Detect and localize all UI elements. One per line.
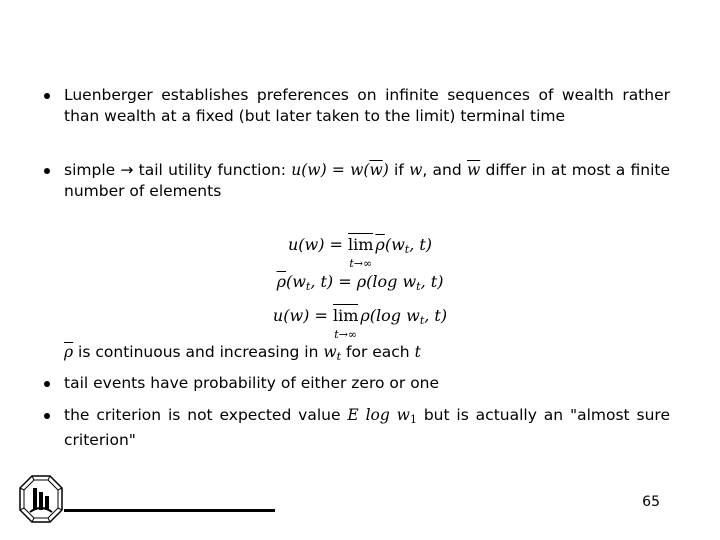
- eq-sub: t: [404, 243, 410, 256]
- bullet-dot: [44, 381, 50, 387]
- eq-end: , t): [409, 235, 433, 254]
- equation-2: [0, 272, 720, 297]
- math-t: t: [414, 343, 421, 361]
- bullet-luenberger: [64, 85, 670, 127]
- math-u-w: $u(w) = w(\overline{w})$: [291, 161, 389, 179]
- bullet-dot: [44, 168, 50, 174]
- eq-end: , t): [420, 272, 444, 291]
- eq-mid: (w: [285, 272, 306, 291]
- lim-word: lim: [332, 306, 359, 325]
- note-text: for each: [341, 343, 415, 361]
- bullet-tail-utility: [64, 160, 670, 202]
- math-w-bar: $\overline{w}$: [466, 161, 481, 179]
- eq-rhs: ρ(log w: [360, 306, 420, 325]
- math-sub: 1: [409, 413, 417, 426]
- equation-3: [0, 306, 720, 341]
- lim-sub: t→∞: [334, 328, 358, 341]
- eq-sub: t: [416, 280, 421, 293]
- rho-note: [64, 342, 670, 367]
- rho-bar: $\overline{\rho}$: [276, 272, 286, 291]
- bullet-dot: [44, 93, 50, 99]
- bullet-criterion: [64, 405, 670, 451]
- eq-sub: t: [305, 280, 311, 293]
- rho-bar: $\overline{\rho}$: [64, 343, 74, 361]
- bullet-text: the criterion is not expected value: [64, 406, 348, 424]
- bullet-text: simple → tail utility function:: [64, 161, 292, 179]
- math-sub: t: [336, 350, 342, 363]
- lim-word: lim: [348, 235, 374, 254]
- bullet-text: differ in at most a finite number of elements: [64, 161, 670, 200]
- footer-rule: [64, 509, 275, 512]
- eq-rhs: , t) = ρ(log w: [310, 272, 417, 291]
- bullet-text: if: [388, 161, 410, 179]
- math-w: w: [409, 161, 423, 179]
- bullet-dot: [44, 413, 50, 419]
- math-w: w: [323, 343, 337, 361]
- bullet-text: Luenberger establishes preferences on infinite sequences of wealth rather than wealth at a fixed (but later taken to the limit) terminal time: [64, 86, 670, 125]
- bullet-tail-events: [64, 373, 670, 394]
- eq-sub: t: [419, 314, 425, 327]
- bullet-text: but is actually an "almost sure criterion": [64, 406, 670, 449]
- limsup: [332, 306, 359, 341]
- note-text: is continuous and increasing in: [73, 343, 324, 361]
- eq-lhs: u(w) =: [272, 306, 333, 325]
- eq-lhs: u(w) =: [287, 235, 349, 254]
- equation-1: u(w) = lim t→∞ $\overline{\rho}(w_t$, t): [0, 235, 720, 260]
- page-number: 65: [642, 494, 660, 510]
- math-e-log-w: E log w: [347, 406, 410, 424]
- eq-end: , t): [424, 306, 448, 325]
- bullet-text: , and: [422, 161, 467, 179]
- seal-logo-icon: [18, 474, 64, 524]
- bullet-text: tail events have probability of either zero or one: [64, 374, 440, 392]
- limsup: [348, 235, 374, 270]
- lim-sub: t→∞: [349, 257, 373, 270]
